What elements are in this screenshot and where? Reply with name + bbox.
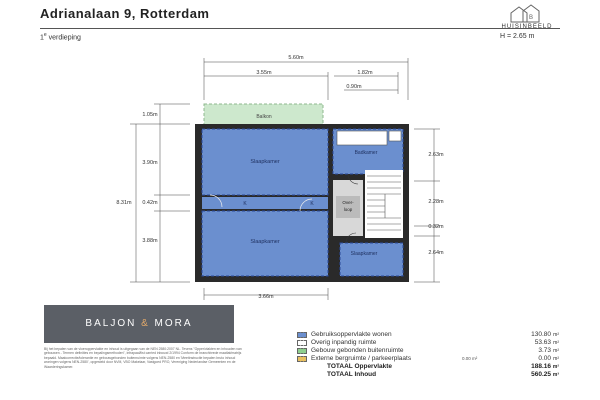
legend-swatch-overig [297,340,307,346]
legend-unit: m² [553,332,559,338]
agency-name-part2: MORA [149,318,193,329]
top-dimension-lines [204,58,408,100]
legend-unit: m² [553,348,559,354]
ceiling-height: H = 2.65 m [500,33,535,40]
legend-swatch-buiten [297,348,307,354]
legend-label: Overig inpandig ruimte [311,339,377,346]
dim-right-seg2: 2.28m [428,199,444,205]
area-legend [297,331,565,379]
room-label-slaapkamer-bottom: Slaapkamer [250,239,280,245]
dim-left-seg2: 3.90m [142,160,158,166]
room-label-overloop-1: Over- [342,200,354,205]
legend-value: 53.63 [534,339,551,346]
dim-left-seg4: 3.88m [142,238,158,244]
dim-small-right: 0.90m [346,84,362,90]
dim-total-width: 5.60m [288,55,304,61]
total-unit: m² [552,364,559,370]
legend-label: Gebruiksoppervlakte wonen [311,331,392,338]
closet-label-right: K [310,201,314,207]
left-dimension-lines [130,104,190,282]
dim-right-seg4: 2.64m [428,250,444,256]
legend-row-buiten [297,347,565,355]
legend-value: 0.00 [538,355,551,362]
total-unit: m³ [552,372,559,378]
sink [389,131,401,141]
legend-value: 130.80 [531,331,551,338]
legend-swatch-wonen [297,332,307,338]
agency-name [44,305,234,343]
logo-brand-text: HUISINBEELD [501,24,553,30]
room-label-badkamer: Badkamer [354,150,378,156]
legend-unit: m² [553,356,559,362]
small-bedroom-area [340,243,403,276]
total-value: 560.25 [531,371,551,378]
dim-left-seg3: 0.42m [142,200,158,206]
legend-row-overig [297,339,565,347]
legend-value: 3.73 [538,347,551,354]
room-label-balkon: Balkon [256,114,272,120]
total-value: 188.16 [531,363,551,370]
svg-text:B: B [529,15,534,21]
closet-label-left: K [243,201,247,207]
bathtub [337,131,387,145]
total-label: TOTAAL Inhoud [327,371,377,378]
floor-suffix: e [43,32,47,38]
stairs-area [365,170,403,238]
total-area-row [297,363,565,371]
legend-extra: 0.00 m² [462,356,478,361]
floor-name: verdieping [46,34,81,42]
measurement-disclaimer: Bij het bepalen van de vloeroppervlakte en inhoud is uitgegaan van de NEN 2580:2007 NL. Tevens "Opper/vlakten en inhouden van gebouwen - Termen definities en bepalingsmethoden", infrapaal/list carried inbouwl 2/1994 Conform de branchbrede maatlat/matrijs bepaald. Maatcorrectie/tolerantie en gebouwgebonden buitenruimte volgens NEN-2580 en 'Meetinstructie bepalen bruto inhoud woningen volgens NEN-2580', opgesteld door NVM, VBO Makelaar, Vastgoed PRO, Vereniging Nederlandse Gemeenten en de Waarderingskamer. [44,347,242,369]
legend-row-extern [297,355,565,363]
total-label: TOTAAL Oppervlakte [327,363,393,370]
dim-left-total: 8.31m [116,200,132,206]
dim-right-seg3: 0.32m [428,224,444,230]
room-label-overloop-2: loop [343,207,353,212]
dim-left-seg1: 1.05m [142,112,158,118]
total-volume-row [297,371,565,379]
dim-left-width: 3.55m [256,70,272,76]
legend-swatch-extern [297,356,307,362]
legend-unit: m² [553,340,559,346]
closet-strip [202,197,328,209]
floor-number: 1 [40,34,44,42]
agency-name-part1: BALJON [85,318,142,329]
dim-right-seg1: 2.63m [428,152,444,158]
legend-label: Externe bergruimte / parkeerplaats [311,355,412,362]
agency-ampersand: & [141,318,150,329]
address-title: Adrianalaan 9, Rotterdam [40,6,210,21]
legend-label: Gebouw gebonden buitenruimte [311,347,404,354]
room-label-slaapkamer-small: Slaapkamer [350,251,378,257]
agency-logo [44,305,234,343]
dim-bottom-width: 3.66m [258,294,274,300]
room-label-slaapkamer-top: Slaapkamer [250,159,280,165]
legend-row-wonen [297,331,565,339]
dim-right-width: 1.82m [357,70,373,76]
